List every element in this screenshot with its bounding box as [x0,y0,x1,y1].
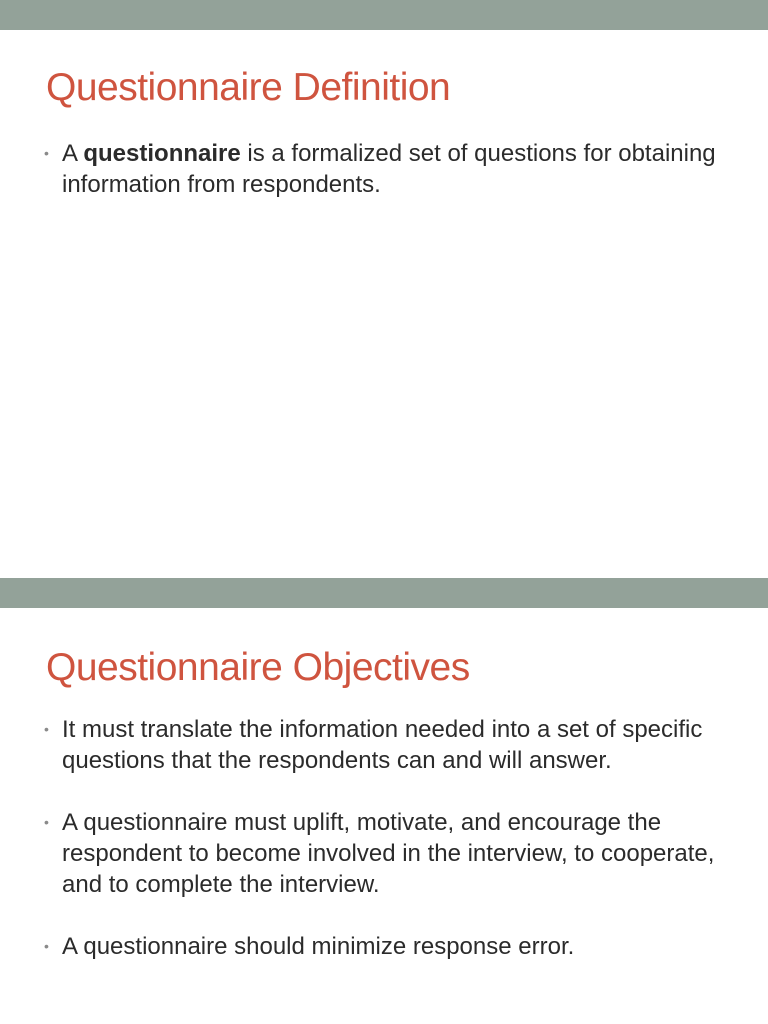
bullet-text-bold-term: questionnaire [83,140,241,167]
bullet-item [44,714,724,776]
bullet-icon: • [44,721,49,737]
bullet-text: A questionnaire must uplift, motivate, and encourage the respondent to become involved in the interview, to cooperate, and to complete the interview. [62,809,715,898]
bullet-item [44,138,724,200]
bullet-list [44,714,724,993]
bullet-item [44,931,724,962]
bullet-text-suffix: is a formalized set of questions for obtaining information from respondents. [62,140,716,198]
bullet-item [44,807,724,900]
slide-header-bar [0,578,768,608]
slide-title: Questionnaire Definition [46,66,451,109]
bullet-icon: • [44,145,49,161]
bullet-list [44,138,724,231]
slide-title: Questionnaire Objectives [46,646,470,689]
slide-objectives [0,578,768,1024]
bullet-icon: • [44,814,49,830]
bullet-icon: • [44,938,49,954]
bullet-text-prefix: A [62,140,84,167]
bullet-text: A questionnaire should minimize response error. [62,933,575,960]
bullet-text: It must translate the information needed into a set of specific questions that the respondents can and will answer. [62,716,703,774]
slide-header-bar [0,0,768,30]
